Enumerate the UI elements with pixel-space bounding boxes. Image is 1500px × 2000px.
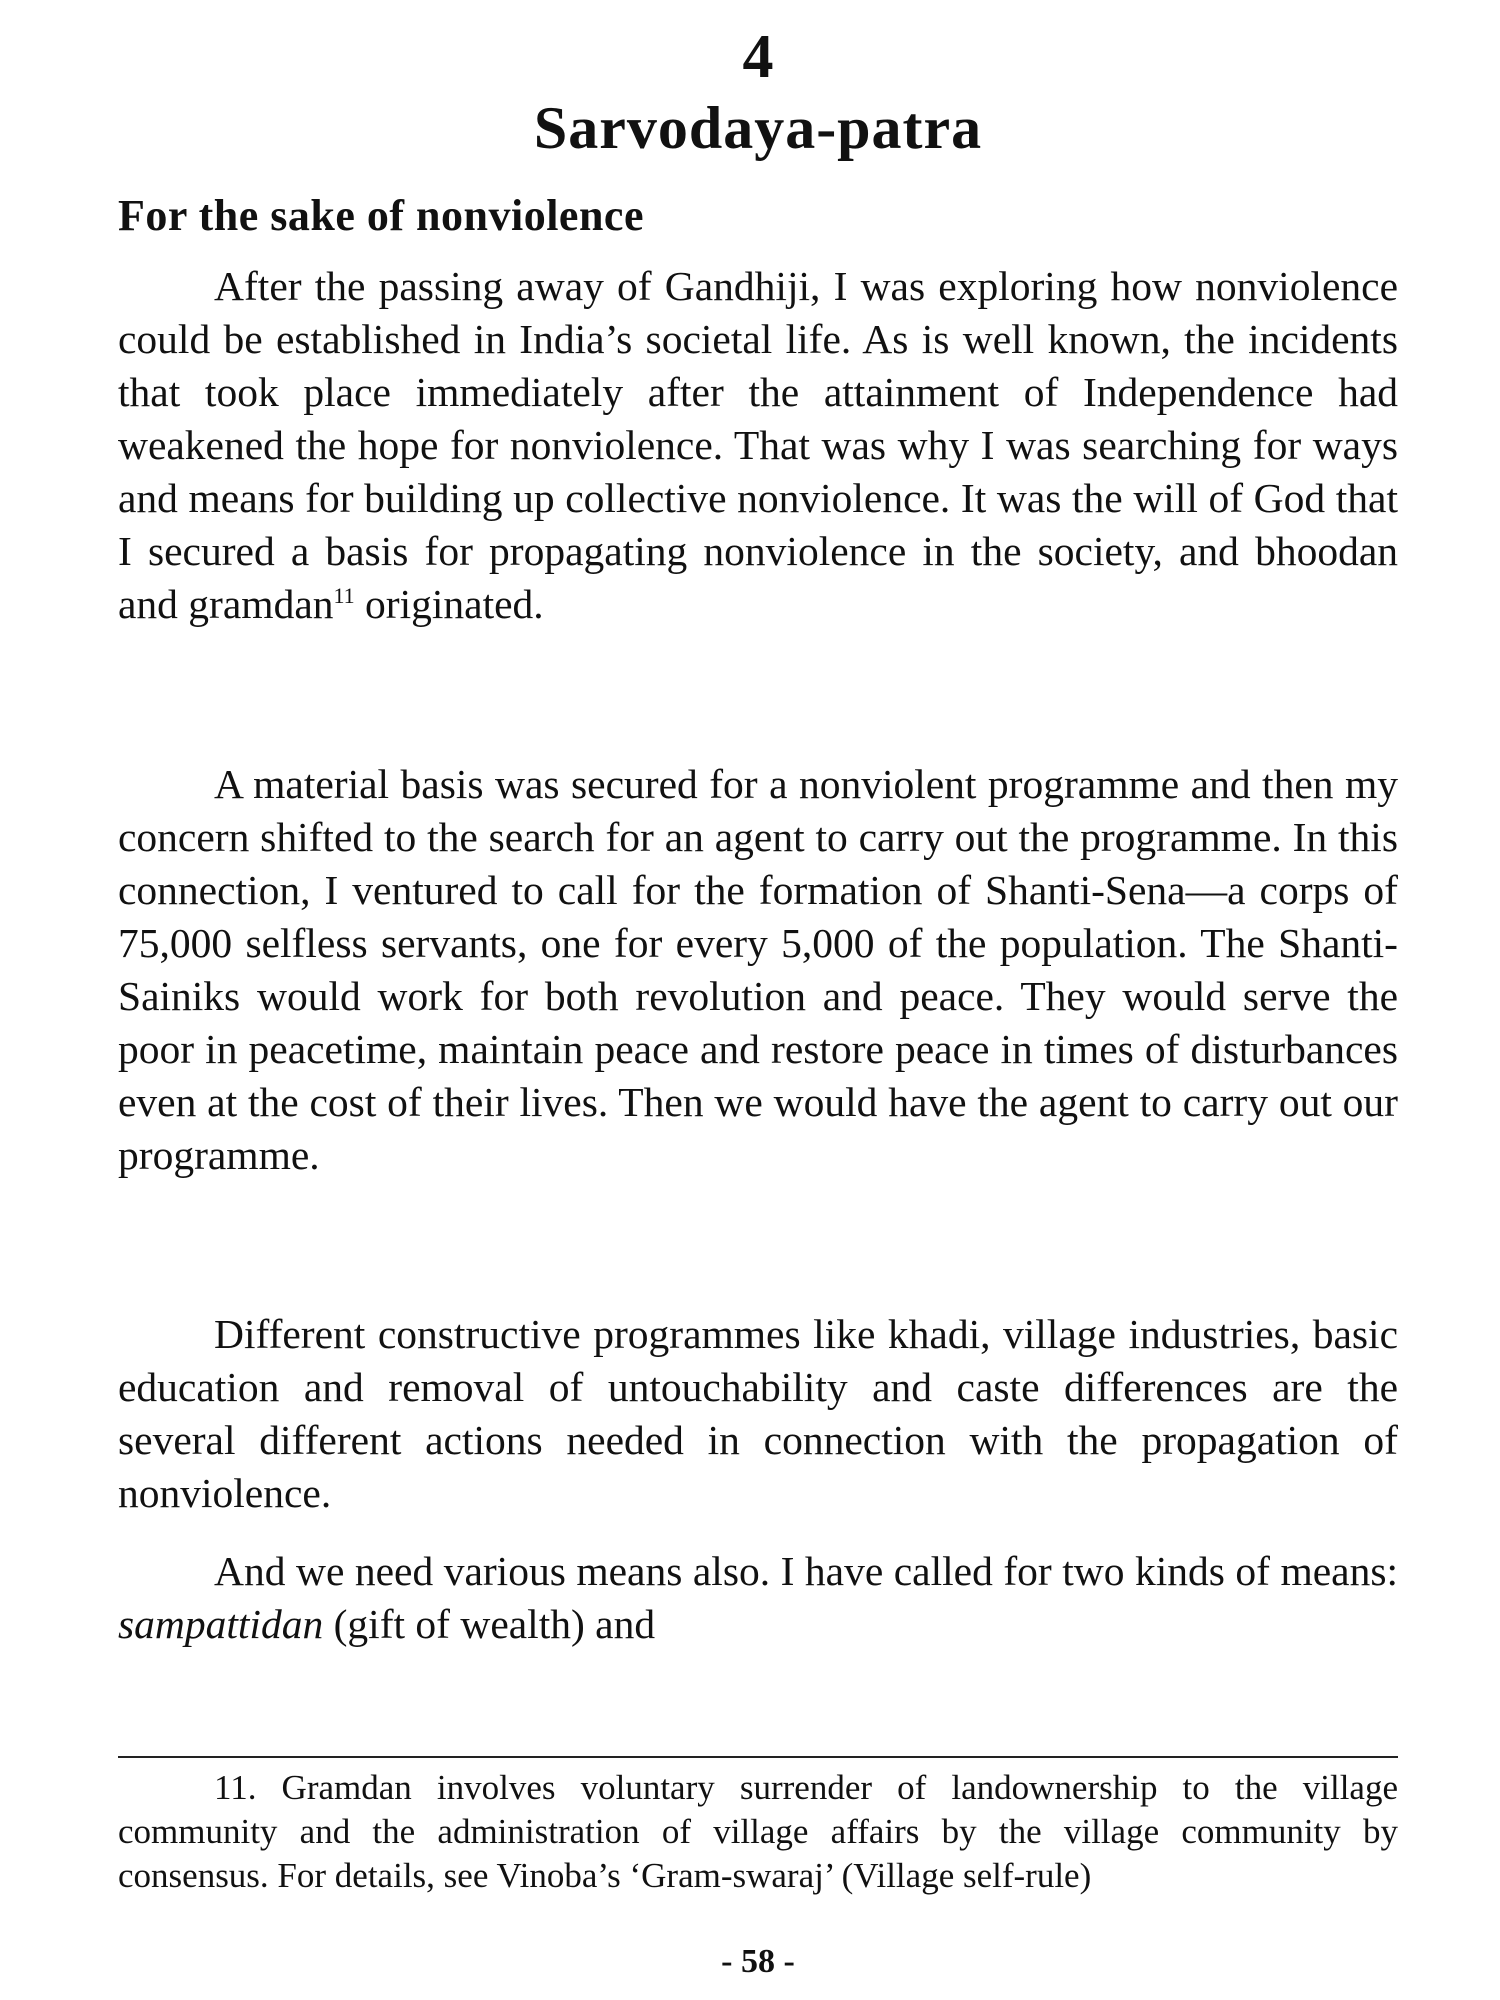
footnote-divider <box>118 1756 1398 1758</box>
chapter-number: 4 <box>742 23 774 91</box>
page-number: - 58 - <box>721 1943 795 1980</box>
paragraph-4-text: And we need various means also. I have called for two kinds of means: <box>214 1548 1398 1594</box>
footnote-11 <box>118 1766 1398 1898</box>
paragraph-4-end: (gift of wealth) and <box>323 1601 656 1647</box>
paragraph-1-end: originated. <box>354 581 544 627</box>
paragraph-1 <box>118 260 1398 631</box>
paragraph-2 <box>118 758 1398 1182</box>
paragraph-4-italic-term: sampattidan <box>118 1601 324 1647</box>
paragraph-1-text: After the passing away of Gandhiji, I was exploring how nonviolence could be established in India’s societal life. As is well known, the incidents that took place immediately after the attainment of Independence had weakened the hope for nonviolence. That was why I was searching for ways and means for building up collective nonviolence. It was the will of God that I secured a basis for propagating nonviolence in the society, and bhoodan and gramdan <box>118 263 1398 627</box>
paragraph-2-text: A material basis was secured for a nonviolent programme and then my concern shifted to the search for an agent to carry out the programme. In this connection, I ventured to call for the formation of Shanti-Sena—a corps of 75,000 selfless servants, one for every 5,000 of the population. The Shanti-Sainiks would work for both revolution and peace. They would serve the poor in peacetime, maintain peace and restore peace in times of disturbances even at the cost of their lives. Then we would have the agent to carry out our programme. <box>118 761 1398 1178</box>
paragraph-3-text: Different constructive programmes like khadi, village industries, basic education and removal of untouchability and caste differences are the several different actions needed in connection with the propagation of nonviolence. <box>118 1311 1398 1516</box>
section-heading: For the sake of nonviolence <box>118 191 644 240</box>
footnote-text: Gramdan involves voluntary surrender of landownership to the village community and the administration of village affairs by the village community by consensus. For details, see Vinoba’s ‘Gram-swaraj’ (Village self-rule) <box>118 1768 1398 1895</box>
paragraph-4 <box>118 1545 1398 1651</box>
footnote-number: 11. <box>214 1768 257 1807</box>
paragraph-3 <box>118 1308 1398 1520</box>
book-page <box>118 0 1398 2000</box>
chapter-title: Sarvodaya-patra <box>533 95 983 161</box>
footnote-reference-11[interactable]: 11 <box>333 583 355 609</box>
